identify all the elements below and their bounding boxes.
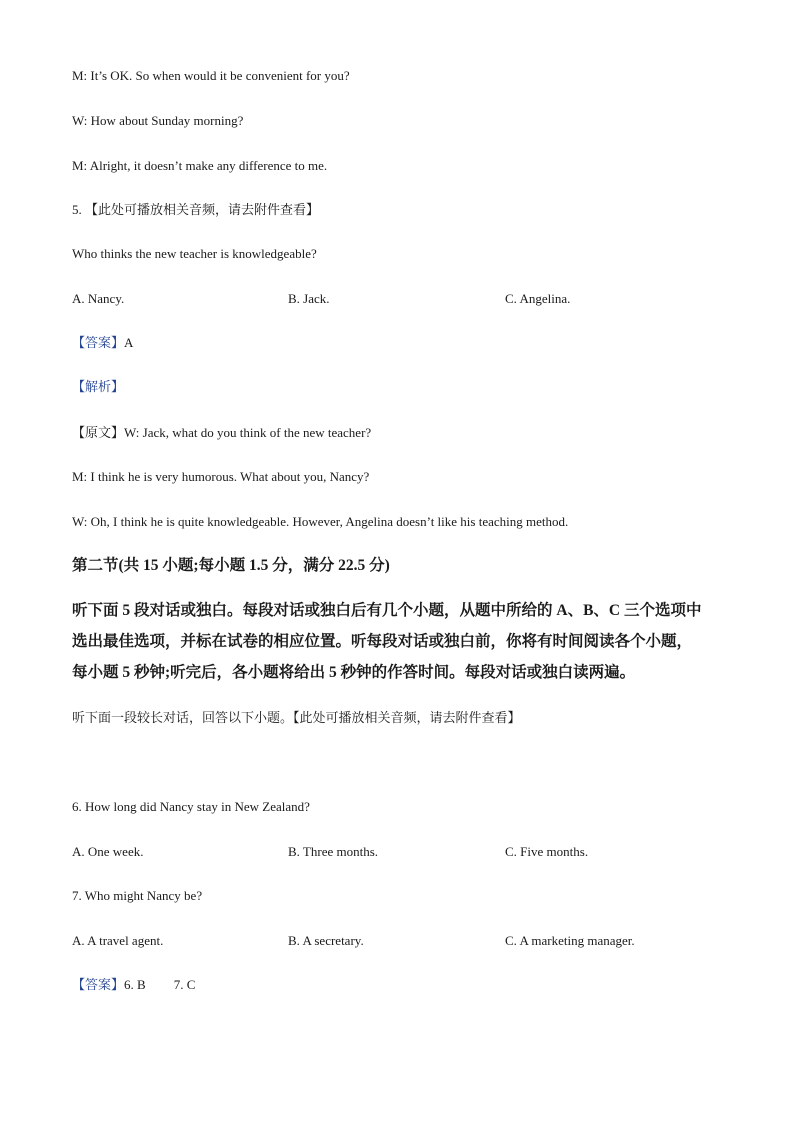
q6-option-c: C. Five months.: [505, 844, 589, 859]
q5-option-c: C. Angelina.: [505, 291, 571, 306]
answer-value: 6. B: [124, 977, 146, 992]
audio-attachment-link[interactable]: 【此处可播放相关音频，请去附件查看】: [293, 710, 521, 725]
passage-intro: 听下面一段较长对话，回答以下小题。【此处可播放相关音频，请去附件查看】: [72, 710, 521, 725]
answer-tag: 【答案】: [72, 977, 125, 992]
q5-option-a: A. Nancy.: [72, 291, 125, 306]
transcript-first-line: 【原文】W: Jack, what do you think of the new teacher?: [72, 425, 372, 440]
answer-value: A: [124, 335, 134, 350]
dialogue-line: M: Alright, it doesn’t make any difference to me.: [72, 158, 328, 173]
original-text-tag: 【原文】: [72, 425, 125, 440]
section-instruction-line: 选出最佳选项，并标在试卷的相应位置。听每段对话或独白前，你将有时间阅读各个小题，: [72, 633, 693, 650]
question-7-text: 7. Who might Nancy be?: [72, 888, 203, 903]
q7-option-b: B. A secretary.: [288, 933, 364, 948]
q7-option-c: C. A marketing manager.: [505, 933, 635, 948]
answer-tag: 【答案】: [72, 335, 125, 350]
q6-option-b: B. Three months.: [288, 844, 379, 859]
q5-option-b: B. Jack.: [288, 291, 330, 306]
transcript-line: W: Oh, I think he is quite knowledgeable. However, Angelina doesn’t like his teaching method.: [72, 514, 569, 529]
question-5-text: Who thinks the new teacher is knowledgeable?: [72, 246, 317, 261]
q6-option-a: A. One week.: [72, 844, 144, 859]
question-5-header: [72, 201, 319, 219]
answer-value: 7. C: [173, 977, 196, 992]
audio-attachment-link[interactable]: 【此处可播放相关音频，请去附件查看】: [85, 202, 320, 217]
section-instruction-line: 听下面 5 段对话或独白。每段对话或独白后有几个小题，从题中所给的 A、B、C 三个选项中: [72, 602, 702, 619]
section-instruction-line: 每小题 5 秒钟;听完后，各小题将给出 5 秒钟的作答时间。每段对话或独白读两遍。: [72, 664, 636, 681]
dialogue-line: W: How about Sunday morning?: [72, 113, 244, 128]
q5-answer: [72, 334, 133, 352]
question-6-text: 6. How long did Nancy stay in New Zealand?: [72, 799, 310, 814]
transcript-line: M: I think he is very humorous. What about you, Nancy?: [72, 469, 370, 484]
analysis-tag: 【解析】: [72, 379, 125, 394]
dialogue-line: M: It’s OK. So when would it be convenient for you?: [72, 68, 350, 83]
q7-option-a: A. A travel agent.: [72, 933, 164, 948]
section-heading: 第二节(共 15 小题;每小题 1.5 分，满分 22.5 分): [72, 557, 390, 574]
q6-7-answer: [72, 976, 195, 994]
question-number: 5.: [72, 202, 82, 217]
